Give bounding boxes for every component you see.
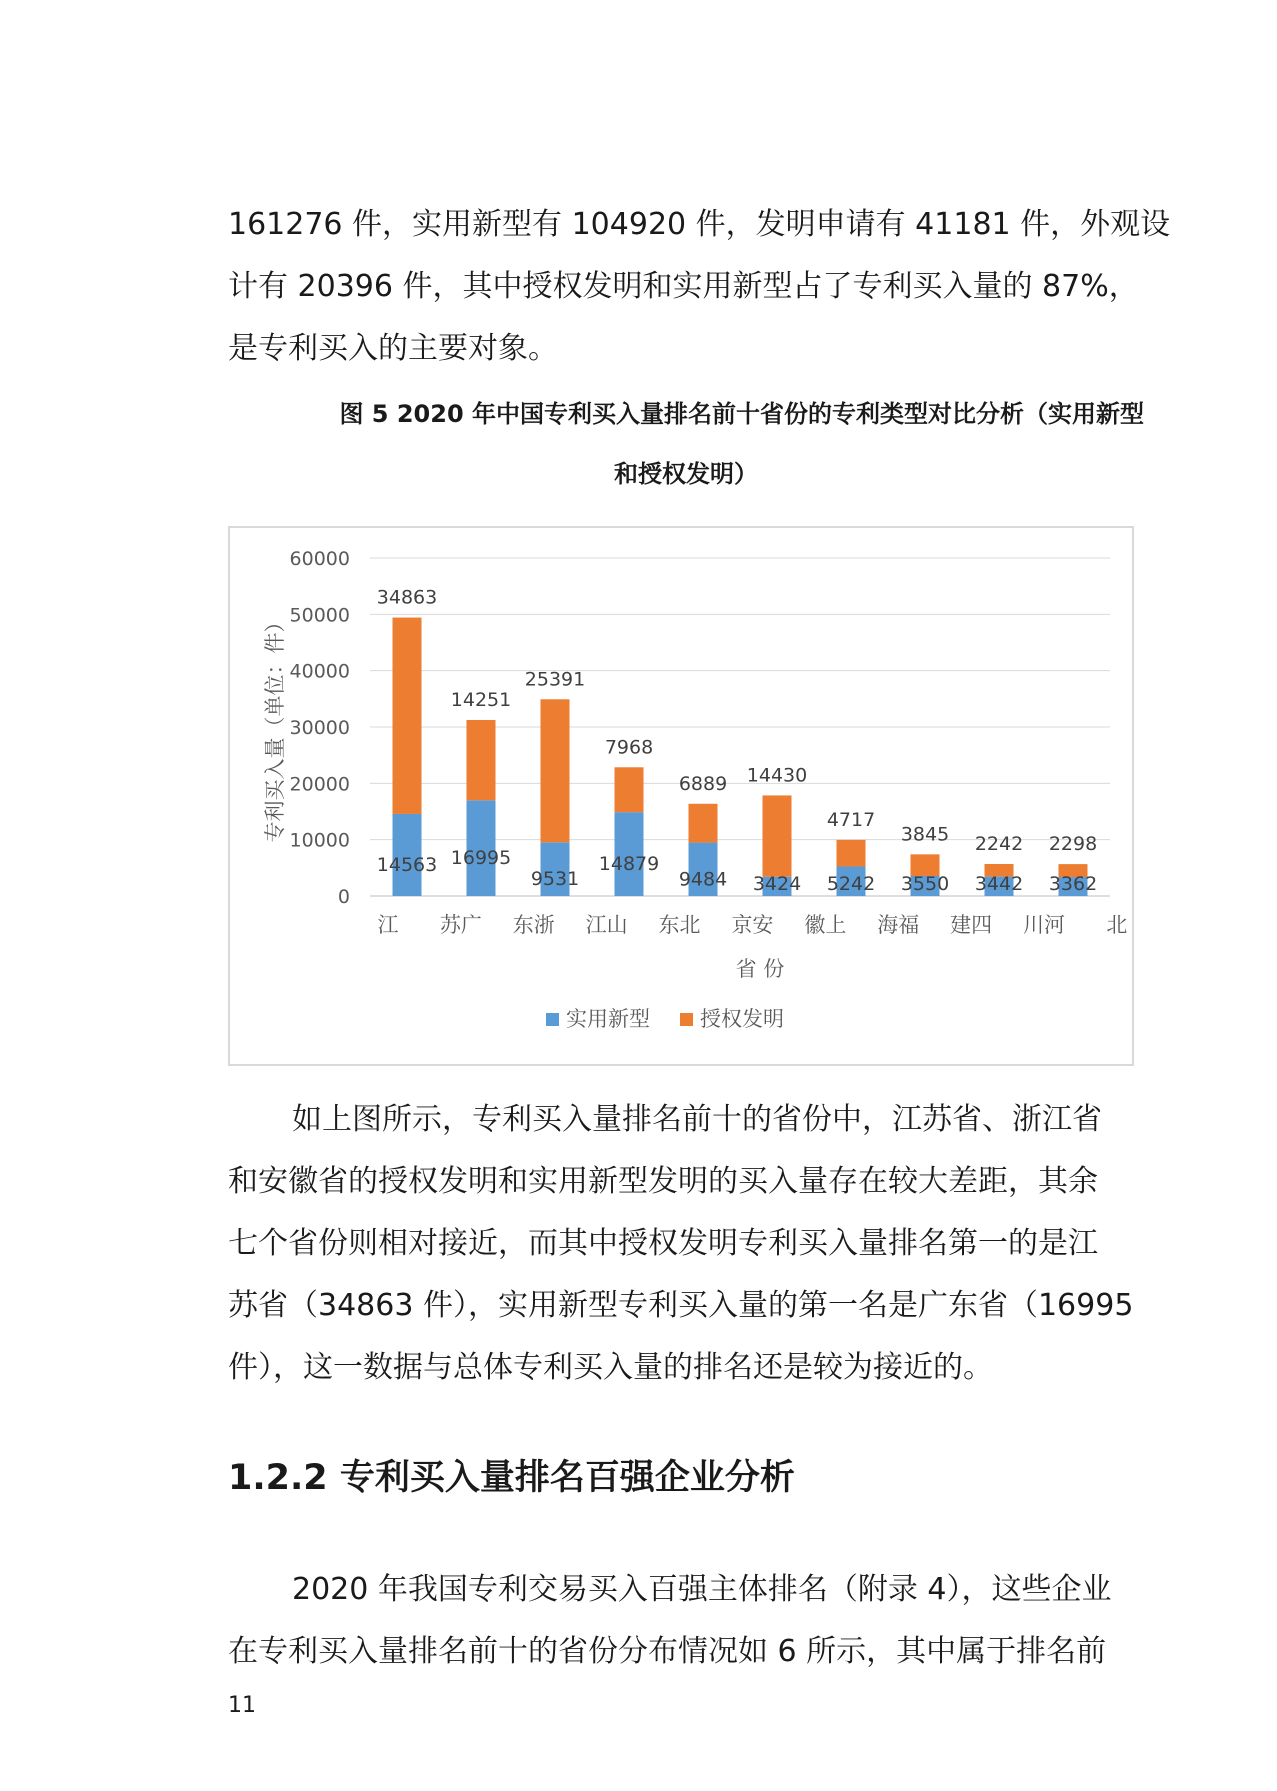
data-label-utility-model: 14879: [598, 853, 660, 876]
x-tick-label: 江山: [585, 913, 628, 937]
x-axis-title: 省 份: [735, 957, 785, 981]
paragraph-top100: [228, 1559, 1144, 1683]
data-label-granted-invention: 2242: [974, 832, 1024, 855]
x-tick-label: 川河: [1023, 913, 1066, 937]
y-axis-title: 专利买入量（单位：件）: [263, 611, 287, 843]
data-label-granted-invention: 2298: [1048, 833, 1098, 856]
x-tick-label: 海福: [877, 913, 920, 937]
x-tick-label: 苏广: [439, 913, 482, 937]
data-label-granted-invention: 3845: [900, 823, 950, 846]
caption-line: 和授权发明）: [614, 460, 758, 488]
data-label-granted-invention: 25391: [524, 668, 586, 691]
data-label-granted-invention: 4717: [826, 808, 876, 831]
x-tick-label: 建四: [950, 913, 993, 937]
paragraph-analysis: [228, 1089, 1144, 1399]
text-line: 七个省份则相对接近，而其中授权发明专利买入量排名第一的是江: [228, 1226, 1098, 1261]
x-tick-label: 徽上: [804, 913, 847, 937]
data-label-granted-invention: 7968: [604, 736, 654, 759]
bar-granted-invention: [393, 618, 422, 814]
y-tick-label: 30000: [289, 717, 350, 739]
text-line: 在专利买入量排名前十的省份分布情况如 6 所示，其中属于排名前: [228, 1634, 1107, 1669]
stacked-bar-chart: [230, 528, 1136, 1068]
y-tick-label: 60000: [289, 548, 350, 570]
text-line: 和安徽省的授权发明和实用新型发明的买入量存在较大差距，其余: [228, 1164, 1098, 1199]
paragraph-intro: [228, 194, 1171, 380]
bar-granted-invention: [837, 840, 866, 867]
text-line: 是专利买入的主要对象。: [228, 331, 558, 366]
data-label-utility-model: 9531: [530, 868, 580, 891]
bar-granted-invention: [615, 767, 644, 812]
data-label-utility-model: 3424: [752, 873, 802, 895]
x-tick-label: 北: [1106, 913, 1128, 937]
x-tick-label: 江: [377, 913, 399, 937]
text-line: 苏省（34863 件），实用新型专利买入量的第一名是广东省（16995: [228, 1288, 1134, 1323]
text-line: 2020 年我国专利交易买入百强主体排名（附录 4），这些企业: [292, 1572, 1112, 1607]
caption-line: 图 5 2020 年中国专利买入量排名前十省份的专利类型对比分析（实用新型: [339, 400, 1144, 428]
y-tick-label: 40000: [289, 660, 350, 683]
data-label-utility-model: 3362: [1048, 873, 1098, 895]
legend-swatch: [546, 1013, 559, 1026]
text-line: 计有 20396 件，其中授权发明和实用新型占了专利买入量的 87%，: [228, 269, 1139, 304]
bar-granted-invention: [689, 804, 718, 843]
chart-frame: [228, 526, 1134, 1066]
data-label-granted-invention: 6889: [678, 772, 728, 795]
section-heading: 1.2.2 专利买入量排名百强企业分析: [228, 1458, 795, 1498]
bar-granted-invention: [541, 699, 570, 842]
data-label-granted-invention: 34863: [376, 586, 438, 609]
legend-swatch: [680, 1013, 693, 1026]
y-tick-label: 10000: [289, 829, 350, 852]
page-number: 11: [228, 1693, 256, 1718]
y-tick-label: 50000: [289, 604, 350, 627]
bar-granted-invention: [467, 720, 496, 800]
data-label-utility-model: 16995: [450, 847, 512, 870]
x-tick-label: 东浙: [512, 913, 555, 937]
legend-label: 授权发明: [700, 1007, 784, 1031]
data-label-utility-model: 3442: [974, 873, 1024, 895]
data-label-utility-model: 14563: [376, 853, 438, 876]
text-line: 161276 件，实用新型有 104920 件，发明申请有 41181 件，外观设: [228, 207, 1171, 242]
y-tick-label: 20000: [289, 773, 350, 796]
legend-label: 实用新型: [566, 1007, 650, 1031]
text-line: 如上图所示，专利买入量排名前十的省份中，江苏省、浙江省: [292, 1102, 1102, 1137]
x-tick-label: 东北: [658, 913, 701, 937]
bar-granted-invention: [763, 795, 792, 876]
x-tick-label: 京安: [731, 913, 774, 937]
text-line: 件），这一数据与总体专利买入量的排名还是较为接近的。: [228, 1350, 993, 1385]
data-label-utility-model: 5242: [826, 873, 876, 895]
data-label-granted-invention: 14430: [746, 764, 808, 787]
figure-caption: [228, 384, 1144, 504]
data-label-utility-model: 3550: [900, 873, 950, 895]
y-tick-label: 0: [337, 886, 350, 908]
data-label-utility-model: 9484: [678, 868, 728, 891]
data-label-granted-invention: 14251: [450, 688, 512, 711]
